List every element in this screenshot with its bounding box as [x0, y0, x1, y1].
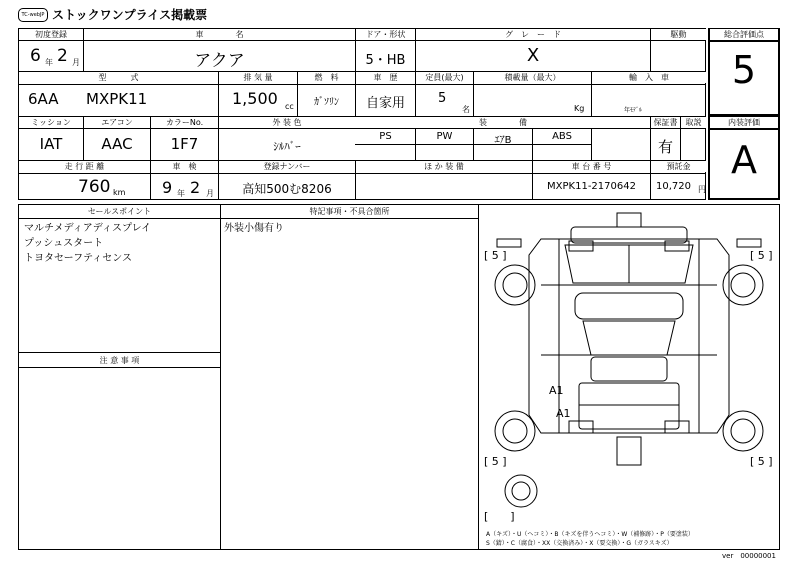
label-drive: 駆動: [651, 29, 706, 40]
sales-point-item: プッシュスタート: [24, 238, 104, 249]
label-mission: ミッション: [19, 117, 83, 128]
inspection-year: 9: [162, 178, 173, 197]
label-chassis-no: 車 台 番 号: [533, 161, 650, 172]
label-displacement: 排 気 量: [219, 72, 297, 83]
label-overall-eval: 総合評価点: [710, 29, 778, 40]
label-notes: 特記事項・不具合箇所: [221, 206, 478, 217]
mission-value: IAT: [39, 135, 63, 153]
logo: TC-webJP: [18, 8, 48, 22]
door-shape-value: 5・HB: [365, 53, 406, 68]
label-equipment: 装 備: [356, 117, 650, 128]
label-mileage: 走 行 距 離: [19, 161, 150, 172]
mileage-value: 760: [78, 177, 111, 197]
label-door-shape: ドア・形状: [356, 29, 415, 40]
chassis-no-value: MXPK11-2170642: [547, 181, 636, 192]
score-right-bottom: [ 5 ]: [750, 455, 773, 468]
interior-score: A: [731, 138, 757, 182]
note-item: 外装小傷有り: [224, 223, 284, 234]
damage-mark-a1: A1: [556, 407, 571, 420]
capacity-value: 5: [438, 91, 447, 106]
plate-value: 高知500む8206: [242, 182, 332, 196]
model-value: MXPK11: [86, 90, 148, 108]
sales-point-item: トヨタセーフティセンス: [24, 253, 132, 264]
label-model: 型 式: [19, 72, 218, 83]
label-load: 積載量（最大）: [474, 72, 591, 83]
displacement-value: 1,500: [232, 89, 278, 108]
score-left-top: [ 5 ]: [484, 249, 507, 262]
label-warranty: 保証書: [651, 117, 680, 128]
label-history: 車 歴: [356, 72, 415, 83]
damage-mark-a1: A1: [549, 384, 564, 397]
rear-window: [591, 357, 667, 381]
bracket-box: [ ]: [484, 510, 515, 523]
ext-color-value: ｼﾙﾊﾞｰ: [273, 140, 301, 153]
equip-abs: ABS: [552, 131, 572, 142]
label-manual: 取説: [681, 117, 706, 128]
label-deposit: 預託金: [651, 161, 706, 172]
wheel-rear-right: [723, 411, 763, 451]
first-reg-year: 6: [30, 46, 41, 66]
grade-value: X: [526, 45, 540, 66]
score-right-top: [ 5 ]: [750, 249, 773, 262]
aircon-value: AAC: [101, 135, 133, 153]
wheel-rear-left: [495, 411, 535, 451]
windshield: [575, 293, 683, 319]
label-capacity: 定員(最大): [416, 72, 473, 83]
equip-pw: PW: [436, 131, 453, 142]
car-name-value: アクア: [194, 51, 245, 71]
label-caution: 注 意 事 項: [19, 355, 220, 366]
vehicle-diagram: [479, 205, 779, 549]
legend-line-1: A（キズ）・U（ヘコミ）・B（キズを伴うヘコミ）・W（補修跡）・P（要塗装）: [486, 531, 694, 538]
version-label: ver 00000001: [722, 552, 776, 560]
sales-points-list: [24, 221, 151, 266]
label-ext-color: 外 装 色: [219, 117, 355, 128]
label-grade: グ レ ー ド: [416, 29, 650, 40]
score-left-bottom: [ 5 ]: [484, 455, 507, 468]
spare-tire: [505, 475, 537, 507]
color-no-value: 1F7: [170, 135, 199, 153]
legend-line-2: S（錆）・C（腐食）・XX（交換済み）・X（要交換）・G（ガラスキズ）: [486, 540, 673, 547]
label-aircon: エアコン: [84, 117, 150, 128]
equip-ab: ｴｱB: [494, 135, 512, 146]
label-first-reg: 初度登録: [19, 29, 83, 40]
warranty-value: 有: [657, 138, 673, 156]
overall-score: 5: [731, 48, 757, 92]
roof: [583, 321, 675, 355]
label-car-name: 車 名: [84, 29, 355, 40]
label-other-equipment: ほ か 装 備: [356, 161, 532, 172]
first-reg-month: 2: [57, 46, 68, 66]
label-plate: 登録ナンバー: [219, 161, 355, 172]
equip-ps: PS: [379, 131, 392, 142]
label-color-no: カラーNo.: [151, 117, 218, 128]
label-import: 輸 入 車: [592, 72, 706, 83]
label-interior-eval: 内装評価: [710, 117, 778, 128]
label-sales-points: セールスポイント: [19, 206, 220, 217]
label-inspection: 車 検: [151, 161, 218, 172]
deposit-value: 10,720: [656, 181, 691, 192]
sales-point-item: マルチメディアディスプレイ: [24, 223, 152, 234]
trunk: [579, 383, 679, 429]
inspection-month: 2: [190, 178, 201, 197]
history-value: 自家用: [365, 96, 405, 111]
form-title: ストックワンプライス掲載票: [52, 8, 208, 22]
fuel-value: ｶﾞｿﾘﾝ: [314, 97, 339, 108]
model-prefix: 6AA: [28, 90, 59, 108]
notes-list: [224, 221, 284, 236]
label-fuel: 燃 料: [298, 72, 355, 83]
